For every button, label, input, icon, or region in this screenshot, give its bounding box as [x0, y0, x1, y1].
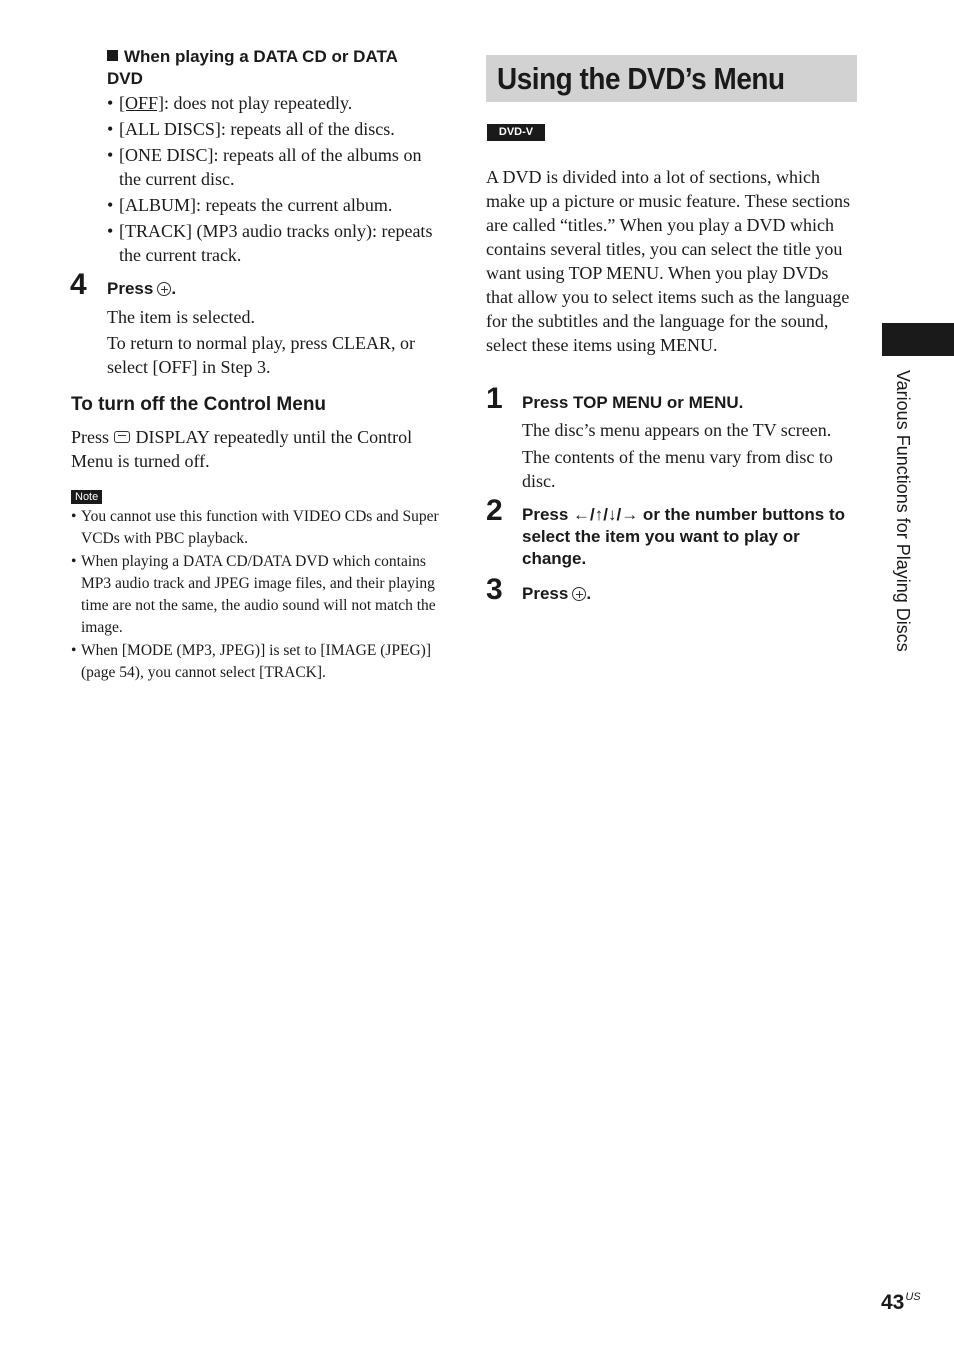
step-4-note: To return to normal play, press CLEAR, or select [OFF] in Step 3. [107, 333, 416, 377]
section-tab-marker [882, 323, 954, 356]
step-3-number: 3 [486, 573, 503, 606]
step-3-title: Press . [522, 584, 592, 603]
list-item: • [ONE DISC]: repeats all of the albums on the current disc. [107, 143, 442, 191]
section-subheading: When playing a DATA CD or DATA DVD [107, 47, 398, 88]
repeat-options-list [107, 91, 442, 269]
list-item: • When playing a DATA CD/DATA DVD which contains MP3 audio track and JPEG image files, and their playing time are not the same, the audio sound will not match the image. [71, 551, 443, 639]
step-1-note: The contents of the menu vary from disc to disc. [522, 447, 833, 491]
step-4-number: 4 [70, 268, 87, 301]
page-number: $43^{US}$ [881, 1291, 921, 1314]
step-4-result: The item is selected. [107, 307, 255, 327]
page-title: Using the DVD’s Menu [486, 55, 857, 102]
list-item: • [TRACK] (MP3 audio tracks only): repeats the current track. [107, 219, 442, 267]
list-item: • [OFF]: does not play repeatedly. [107, 91, 442, 115]
list-item: • [ALL DISCS]: repeats all of the discs. [107, 117, 442, 141]
turn-off-heading: To turn off the Control Menu [71, 394, 327, 415]
side-section-label: Various Functions for Playing Discs [893, 370, 913, 652]
dvd-v-badge: DVD-V [487, 124, 545, 141]
enter-button-icon [157, 282, 171, 296]
intro-paragraph: A DVD is divided into a lot of sections, which make up a picture or music feature. These sections are called “titles.” When you play a DVD which contains several titles, you can select the title you want using TOP MENU. When you play DVDs that allow you to select items such as the language for the subtitles and the language for the sound, select these items using MENU. [486, 167, 851, 355]
list-item: • You cannot use this function with VIDEO CDs and Super VCDs with PBC playback. [71, 506, 443, 550]
step-2-number: 2 [486, 494, 503, 527]
square-bullet-icon [107, 50, 118, 61]
list-item: • [ALBUM]: repeats the current album. [107, 193, 442, 217]
note-badge: Note [71, 490, 102, 504]
step-1-title: Press TOP MENU or MENU. [522, 393, 744, 412]
step-4-title: Press . [107, 279, 177, 298]
step-2-title: Press ←/↑/↓/→ or the number buttons to select the item you want to play or change. [522, 505, 846, 568]
step-1-result: The disc’s menu appears on the TV screen. [522, 420, 832, 440]
step-1-number: 1 [486, 382, 503, 415]
enter-button-icon [572, 587, 586, 601]
display-button-icon [114, 431, 130, 443]
notes-list [71, 506, 443, 685]
turn-off-text: Press DISPLAY repeatedly until the Control Menu is turned off. [71, 427, 413, 471]
list-item: • When [MODE (MP3, JPEG)] is set to [IMAGE (JPEG)] (page 54), you cannot select [TRACK]. [71, 640, 443, 684]
